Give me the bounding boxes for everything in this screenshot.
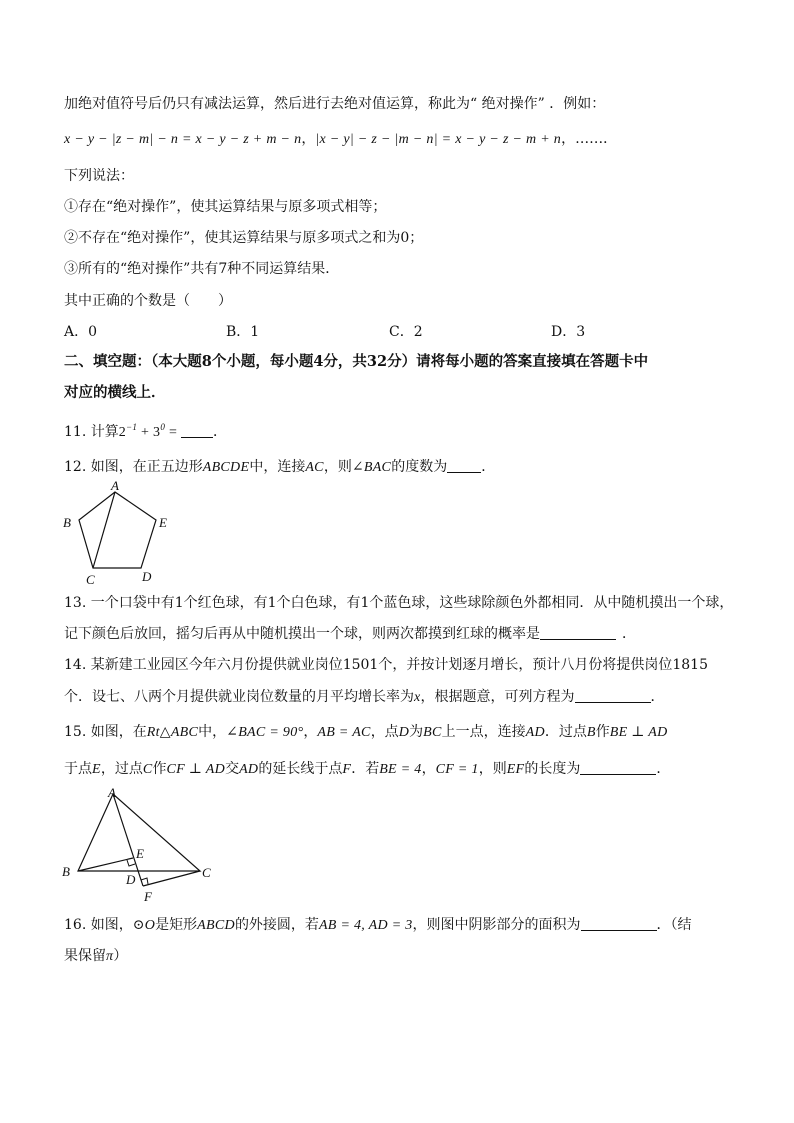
q15-right-angle-e: [127, 860, 135, 866]
q15-label-f: F: [144, 889, 152, 904]
q16-cond: AB = 4, AD = 3: [318, 918, 413, 933]
q15-cf: CF = 1: [435, 762, 479, 777]
q13-line1: [64, 592, 733, 614]
q16-line1-c: 的外接圆，若: [234, 917, 319, 933]
section2-header-line1: [64, 351, 648, 373]
q15-seg-bc: BC: [423, 725, 442, 740]
q12-pentagon-figure: [58, 480, 178, 590]
q15-line1-e: 上一点，连接: [441, 724, 526, 740]
q15-suffix: ．: [656, 761, 671, 777]
q15-line2-a: 于点: [64, 761, 92, 777]
q11-exp1: −1: [126, 422, 138, 432]
q14-line1: [64, 654, 708, 676]
q12-segment: AC: [305, 460, 324, 475]
q10-example-b: |x − y| − z − |m − n| = x − y − z − m + n: [315, 132, 562, 147]
q10-s3-text: ③所有的“绝对操作”共有7种不同运算结果．: [64, 261, 340, 277]
q16-line2-b: ）: [113, 948, 128, 964]
q15-label-a: A: [108, 785, 116, 800]
q14-var: x: [414, 690, 421, 705]
q12-diagonal-ac: [93, 492, 115, 568]
q12-label-a: A: [111, 480, 119, 493]
q11-exp2: 0: [160, 422, 166, 432]
q13-suffix: ．: [622, 626, 636, 642]
q12-label-e: E: [159, 515, 167, 530]
q15-line-be: [78, 858, 133, 871]
q15-line1-b: 中，: [198, 724, 227, 740]
q15-label-c: C: [202, 865, 211, 880]
q12-text-b: 中，连接: [249, 459, 306, 475]
q15-line1-g: 作: [595, 724, 610, 740]
q15-seg-ad: AD: [525, 725, 545, 740]
q15-perp1: BE ⊥ AD: [609, 725, 668, 740]
q15-sep2: ，: [421, 761, 436, 777]
q10-statement-2: [64, 227, 423, 249]
q15-label-b: B: [62, 864, 70, 879]
q15-line2-c: 作: [152, 761, 167, 777]
q10-s2-text: ②不存在“绝对操作”，使其运算结果与原多项式之和为0；: [64, 230, 424, 246]
q10-statement-3: [64, 258, 339, 280]
q16-rect: ABCD: [197, 918, 235, 933]
q16-line1-d: ，则图中阴影部分的面积为: [412, 917, 581, 933]
q12-label-b: B: [63, 515, 71, 530]
q11-answer-blank[interactable]: [181, 423, 213, 438]
q16-line1-a: 16. 如图，: [64, 917, 133, 933]
q15-cond2: AB = AC: [317, 725, 371, 740]
q11-equals: =: [165, 425, 181, 440]
q15-perp2: CF ⊥ AD: [166, 762, 226, 777]
q15-point-d: D: [398, 725, 410, 740]
q16-line1: [64, 914, 692, 937]
q10-intro: [64, 165, 134, 187]
q16-line1-b: 是矩形: [155, 917, 198, 933]
q16-line2-a: 果保留: [64, 948, 106, 964]
q12-text-a: 12. 如图，在正五边形: [64, 459, 203, 475]
q16-line1-e: ．（结: [656, 917, 692, 933]
q15-line2: [64, 758, 670, 781]
q15-point-b: B: [586, 725, 596, 740]
q14-line1-text: 14. 某新建工业园区今年六月份提供就业岗位1501个，并按计划逐月增长，预计八月份将提供岗位1815: [64, 657, 708, 673]
q15-line1: [64, 721, 668, 744]
q10-intro-text: 下列说法：: [64, 168, 134, 184]
q12-pentagon-shape: [79, 492, 156, 568]
q14-suffix: ．: [650, 689, 665, 705]
q15-line1-a: 15. 如图，在: [64, 724, 147, 740]
q11-base1: 2: [118, 425, 127, 440]
q10-statement-1: [64, 196, 386, 218]
q15-point-f: F: [342, 762, 352, 777]
q11: [64, 421, 227, 444]
q10-question-text: 其中正确的个数是（ ）: [64, 293, 232, 309]
q16-line2: [64, 945, 127, 968]
q15-answer-blank[interactable]: [580, 760, 656, 775]
q14-answer-blank[interactable]: [575, 688, 651, 703]
q15-line1-f: ．过点: [544, 724, 587, 740]
q10-example-sep: ，: [301, 131, 316, 147]
q15-line2-d: 交: [225, 761, 240, 777]
q15-point-e: E: [92, 762, 101, 777]
q13-line2-text: 记下颜色后放回，摇匀后再从中随机摸出一个球，则两次都摸到红球的概率是: [64, 626, 540, 642]
q15-line2-g: ，则: [478, 761, 507, 777]
q15-line-cf: [143, 871, 200, 886]
q11-prefix: 11. 计算: [64, 424, 119, 440]
q10-option-c[interactable]: C．2: [389, 324, 423, 340]
q14-line2: [64, 686, 665, 709]
section2-header-text2: 对应的横线上．: [64, 384, 166, 401]
q16-answer-blank[interactable]: [581, 916, 657, 931]
q11-plus: +: [137, 425, 154, 440]
q14-line2-b: ，根据题意，可列方程为: [420, 689, 575, 705]
q15-seg-ad2: AD: [239, 762, 259, 777]
q15-ef: EF: [506, 762, 525, 777]
q10-example-a: x − y − |z − m| − n = x − y − z + m − n: [64, 132, 302, 147]
q10-line1: [64, 93, 605, 115]
q16-pi: π: [106, 949, 114, 964]
q15-be: BE = 4: [379, 762, 422, 777]
q12-label-c: C: [86, 572, 95, 587]
q14-line2-a: 个．设七、八两个月提供就业岗位数量的月平均增长率为: [64, 689, 414, 705]
q12-text-d: 的度数为: [391, 459, 448, 475]
q15-sep1: ，: [303, 724, 318, 740]
q15-line2-b: ，过点: [100, 761, 143, 777]
q10-s1-text: ①存在“绝对操作”，使其运算结果与原多项式相等；: [64, 199, 387, 215]
q10-option-d[interactable]: D．3: [551, 324, 586, 340]
q15-line1-d: 为: [409, 724, 424, 740]
q15-line2-e: 的延长线于点: [258, 761, 343, 777]
q10-option-a[interactable]: A．0: [64, 324, 98, 340]
q13-line2: [64, 623, 636, 645]
q11-suffix: ．: [212, 424, 227, 440]
q12-text-c: ，则: [323, 459, 352, 475]
q13-line1-text: 13. 一个口袋中有1个红色球，有1个白色球，有1个蓝色球，这些球除颜色外都相同．从中随机摸出一个球，: [64, 595, 734, 611]
q10-line1-text: 加绝对值符号后仍只有减法运算，然后进行去绝对值运算，称此为“ 绝对操作” ．例如：: [64, 96, 606, 112]
section2-header-line2: [64, 382, 166, 404]
q12-angle: ∠BAC: [351, 460, 392, 475]
q10-options: [64, 321, 728, 343]
q15-line2-f: ．若: [351, 761, 380, 777]
q15-tri: Rt△ABC: [146, 725, 199, 740]
q12-suffix: ．: [481, 459, 496, 475]
q12-polygon: ABCDE: [202, 460, 250, 475]
q12-label-d: D: [142, 569, 152, 584]
q10-example: [64, 128, 617, 151]
q10-example-tail: ，……．: [561, 131, 618, 147]
q12: [64, 456, 495, 479]
q11-base2: 3: [153, 425, 161, 440]
q15-line2-h: 的长度为: [524, 761, 581, 777]
q12-answer-blank[interactable]: [447, 458, 481, 473]
q16-circle: ⊙O: [132, 918, 156, 933]
q15-line1-c: ，点: [370, 724, 399, 740]
q15-point-c: C: [142, 762, 153, 777]
q15-label-e: E: [136, 846, 144, 861]
q13-answer-blank[interactable]: [540, 625, 616, 640]
q10-option-b[interactable]: B．1: [226, 324, 260, 340]
q15-cond1: ∠BAC = 90°: [226, 725, 304, 740]
q10-question: [64, 290, 232, 312]
q15-triangle-figure: [56, 784, 222, 908]
section2-header-text1: 二、填空题：（本大题8个小题，每小题4分，共32分）请将每小题的答案直接填在答题卡中: [64, 353, 649, 370]
q15-label-d: D: [126, 872, 136, 887]
